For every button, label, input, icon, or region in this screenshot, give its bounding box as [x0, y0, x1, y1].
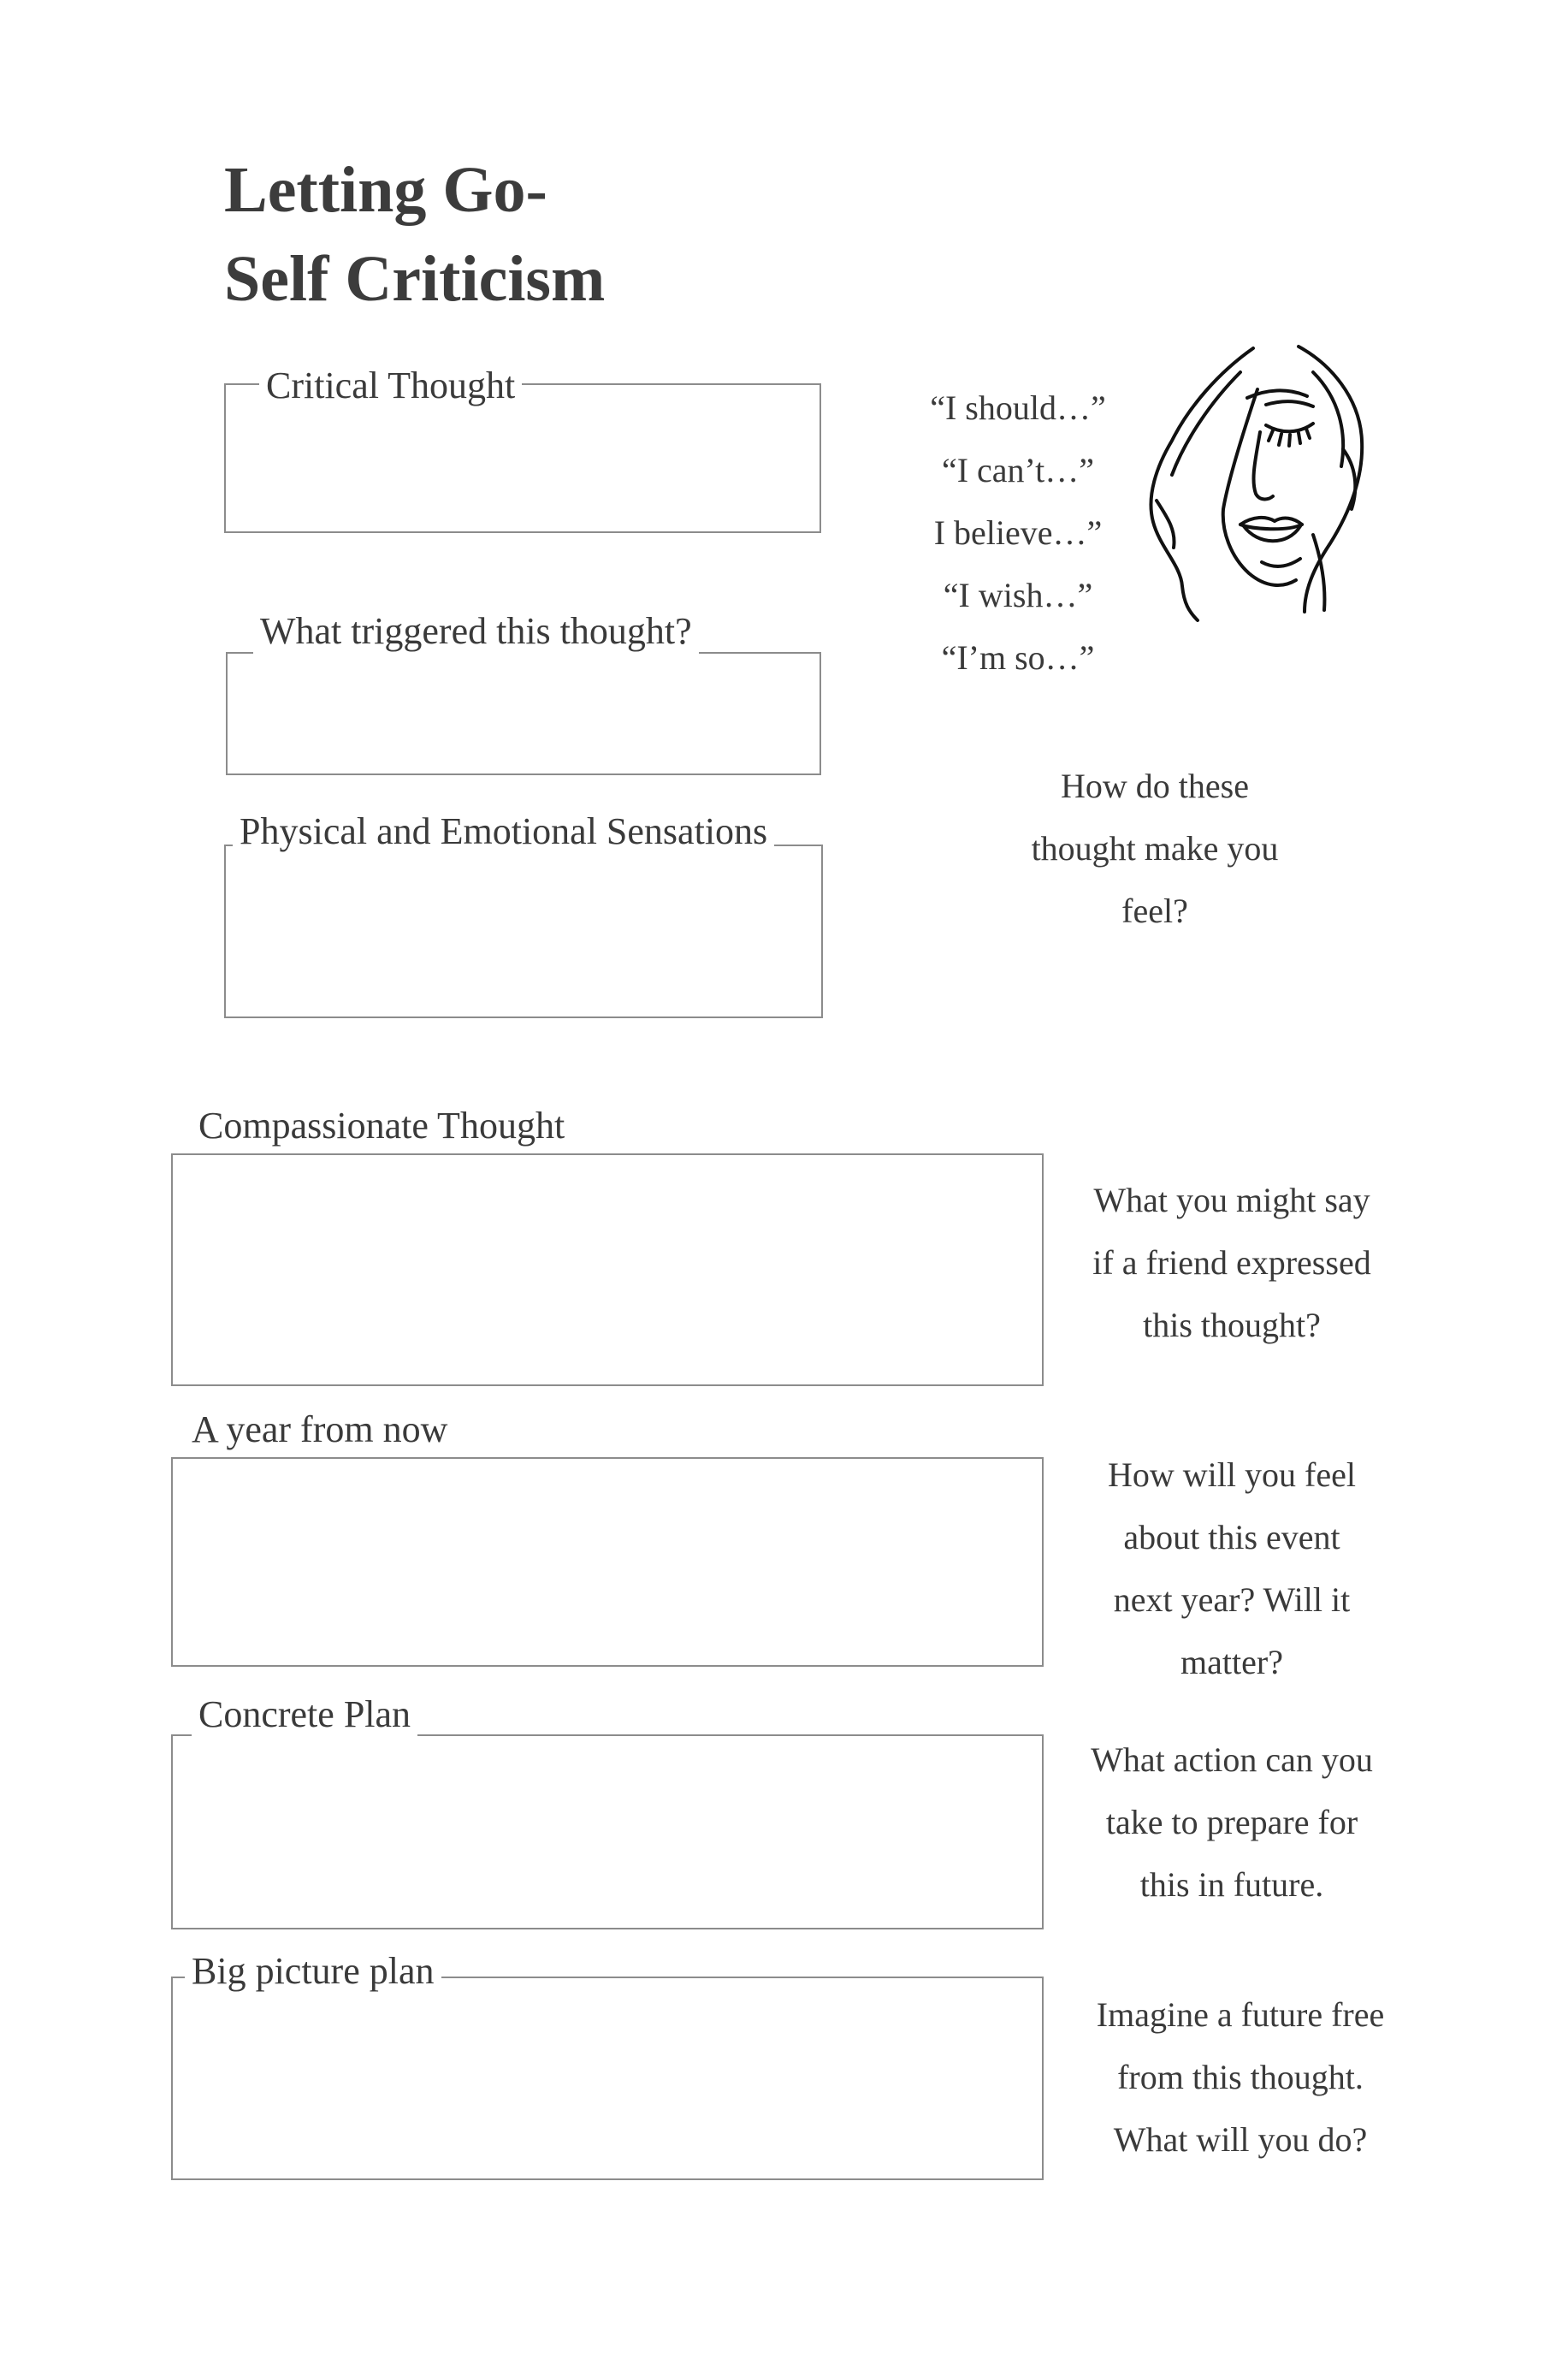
- feel-hint: [967, 755, 1343, 942]
- hint-line: What will you do?: [1113, 2120, 1368, 2159]
- compassionate-thought-box[interactable]: [171, 1153, 1044, 1386]
- trigger-label: What triggered this thought?: [253, 609, 699, 654]
- quote-item: I believe…”: [933, 513, 1103, 552]
- hint-line: thought make you: [1031, 829, 1279, 868]
- year-hint: [1035, 1443, 1429, 1693]
- quote-item: “I should…”: [930, 388, 1106, 427]
- hint-line: from this thought.: [1117, 2058, 1364, 2096]
- hint-line: What you might say: [1093, 1181, 1370, 1219]
- quote-item: “I can’t…”: [941, 451, 1095, 489]
- title-line-2: Self Criticism: [224, 243, 606, 315]
- year-from-now-label: A year from now: [185, 1408, 454, 1452]
- hint-line: Imagine a future free: [1096, 1995, 1385, 2034]
- line-art-woman-face-icon: [1138, 338, 1394, 629]
- hint-line: if a friend expressed: [1092, 1243, 1371, 1282]
- action-hint: [1035, 1728, 1429, 1916]
- trigger-box[interactable]: [226, 652, 821, 775]
- future-hint: [1044, 1983, 1437, 2171]
- critical-thought-label: Critical Thought: [259, 364, 522, 408]
- concrete-plan-label: Concrete Plan: [192, 1692, 417, 1737]
- sensations-label: Physical and Emotional Sensations: [233, 809, 774, 854]
- hint-line: next year? Will it: [1113, 1580, 1351, 1619]
- hint-line: this in future.: [1139, 1865, 1324, 1904]
- big-picture-plan-label: Big picture plan: [185, 1949, 441, 1994]
- hint-line: What action can you: [1091, 1740, 1373, 1779]
- hint-line: How do these: [1061, 767, 1249, 805]
- page-title: [224, 145, 605, 323]
- hint-line: this thought?: [1143, 1306, 1321, 1344]
- friend-hint: [1035, 1169, 1429, 1356]
- sensations-box[interactable]: [224, 845, 823, 1018]
- hint-line: about this event: [1123, 1518, 1340, 1556]
- year-from-now-box[interactable]: [171, 1457, 1044, 1667]
- hint-line: How will you feel: [1108, 1455, 1356, 1494]
- hint-line: feel?: [1121, 892, 1188, 930]
- title-line-1: Letting Go-: [224, 154, 547, 226]
- compassionate-thought-label: Compassionate Thought: [192, 1104, 571, 1148]
- thought-examples-list: [881, 376, 1155, 689]
- quote-item: “I’m so…”: [941, 638, 1095, 677]
- hint-line: take to prepare for: [1105, 1803, 1358, 1841]
- hint-line: matter?: [1180, 1643, 1283, 1681]
- concrete-plan-box[interactable]: [171, 1734, 1044, 1929]
- quote-item: “I wish…”: [943, 576, 1093, 614]
- big-picture-plan-box[interactable]: [171, 1977, 1044, 2180]
